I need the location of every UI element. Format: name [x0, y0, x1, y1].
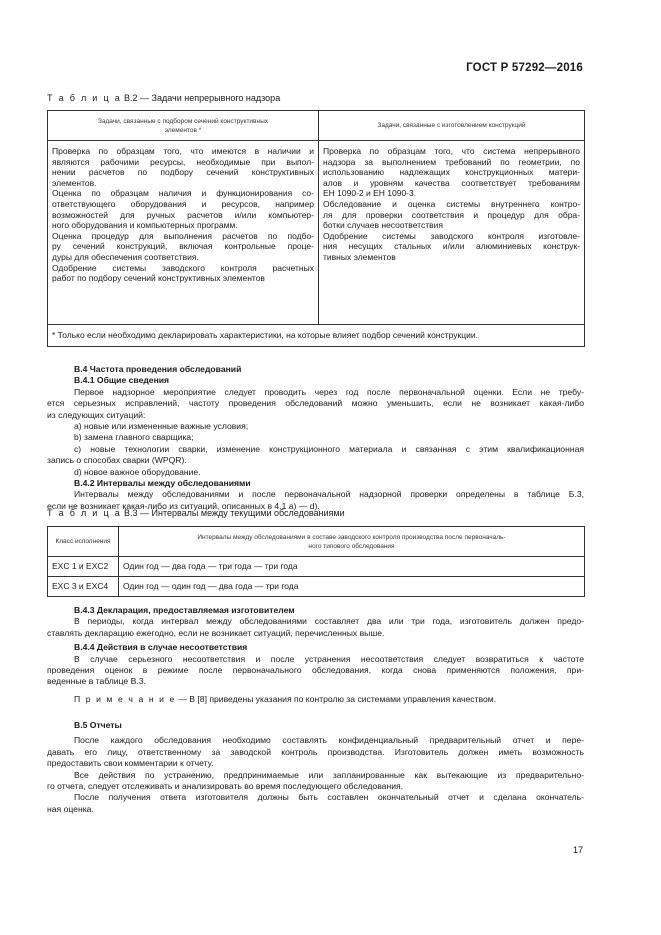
table-b2-cell-fabrication: Проверка по образцам того, что система непрерывного надзора за выполнением требований по геометрии, по использованию надлежащих конструкционных матери- алов и уровням качества соответствует требованиям ЕН 1090-2 и ЕН 1090-3. Обследование и оценка системы внутреннего контро- ля для проверки соответствия и процедур для обра- ботки случаев несоответствия Одобрение системы заводского контроля изготовле- ния несущих стальных и/или алюминиевых конструк- тивных элементов [319, 141, 585, 325]
page-number: 17 [572, 845, 583, 855]
table-b3-class-cell: EXC 1 и EXC2 [48, 557, 119, 577]
section-b43-title: В.4.3 Декларация, предоставляемая изготовителем [74, 605, 295, 615]
section-b4-title: В.4 Частота проведения обследований [74, 364, 242, 374]
table-row [48, 577, 585, 597]
note-text: — В [8] приведены указания по контролю за системами управления качеством. [178, 693, 497, 704]
table-b2-footnote: * Только если необходимо декларировать характеристики, на которые влияет подбор сечений конструкции. [48, 325, 585, 347]
table-b2-col1-header: Задачи, связанные с подбором сечений конструктивных элементов * [48, 111, 319, 141]
table-b2-cell-design: Проверка по образцам того, что имеются в наличии и являются рабочими ресурсы, необходимые при выпол- нении расчетов по подбору сечений конструктивных элементов. Оценка по образцам наличия и функционирования со- ответствующего оборудования и ресурсов, например возможностей для ручных расчетов и/или компьютер- ного оборудования и компьютерных программ. Оценка процедур для выполнения расчетов по подбо- ру сечений конструкций, включая контрольные проце- дуры для обеспечения соответствия. Одобрение системы заводского контроля расчетных работ по подбору сечений конструктивных элементов [48, 141, 319, 325]
list-item-a: а) новые или измененные важные условия; [74, 421, 249, 432]
section-b44-title: В.4.4 Действия в случае несоответствия [74, 642, 248, 653]
table-b3-col1-header: Класс исполнения [48, 527, 119, 557]
note-prefix: П р и м е ч а н и е [74, 693, 176, 704]
table-b3-interval-cell: Один год — один год — два года — три года [119, 577, 585, 597]
table-b2-caption [47, 93, 280, 103]
section-b5: В.5 Отчеты После каждого обследования необходимо составлять конфиденциальный предварительный отчет и пере- давать его лицу, ответственному за заводской контроль производства. Изготовитель должен иметь возможность предоставить свои комментарии к отчету. Все действия по устранению, предпринимаемые или запланированные как вытекающие из предварительно- го отчета, следует отслеживать и анализировать во время последующего обследования. После получения ответа изготовителя должны быть составлен окончательный отчет и сделана окончатель- ная оценка. [47, 720, 584, 814]
table-b3 [47, 526, 585, 597]
table-b2 [47, 110, 585, 347]
list-item-c: с) новые технологии сварки, изменение конструкционного материала и связанная с этим квалификационная [74, 443, 584, 454]
table-b3-caption [47, 508, 345, 518]
list-item-b: b) замена главного сварщика; [74, 432, 194, 443]
table-b2-col2-header: Задачи, связанные с изготовлением конструкций [319, 111, 585, 141]
table-caption-text: В.2 — Задачи непрерывного надзора [124, 93, 281, 103]
section-b5-title: В.5 Отчеты [74, 720, 122, 730]
section-b4: В.4 Частота проведения обследований В.4.1 Общие сведения Первое надзорное мероприятие следует проводить через год после первоначальной оценки. Если не требу- ется серьезных исправлений, частоту проведения обследований можно уменьшить, если не возникает какая-либо из следующих ситуаций: а) новые или измененные важные условия; b) замена главного сварщика; с) новые технологии сварки, изменение конструкционного материала и связанная с этим квалификационная запись о способах сварки (WPQR). d) новое важное оборудование. В.4.2 Интервалы между обследованиями Интервалы между обследованиями и после первоначальной надзорной проверки определены в таблице Б.3, если не возникает какая-либо из ситуаций, описанных в 4.1 а) — d). [47, 364, 584, 511]
note [47, 694, 584, 705]
table-b3-interval-cell: Один год — два года — три года — три года [119, 557, 585, 577]
table-caption-prefix: Т а б л и ц а [47, 508, 122, 518]
table-b3-class-cell: EXC 3 и EXC4 [48, 577, 119, 597]
table-row [48, 557, 585, 577]
document-code: ГОСТ Р 57292—2016 [466, 62, 583, 74]
table-b3-col2-header: Интервалы между обследованиями в составе заводского контроля производства после первоначаль- ного типового обследования [119, 527, 585, 557]
table-caption-prefix: Т а б л и ц а [47, 93, 122, 103]
section-b41-title: В.4.1 Общие сведения [74, 375, 170, 386]
list-item-d: d) новое важное оборудование. [74, 466, 201, 477]
section-b43-b44: В.4.3 Декларация, предоставляемая изготовителем В периоды, когда интервал между обследованиями составляет два или три года, изготовитель должен предо- ставлять декларацию ежегодно, если не возникает ситуаций, перечисленных выше. В.4.4 Действия в случае несоответствия В случае серьезного несоответствия и после устранения несоответствия следует возвратиться к частоте проведения оценок в режиме после первоначального обследования, когда снова применяются положения, при- веденные в таблице В.3. П р и м е ч а н и е — В [8] приведены указания по контролю за системами управления качеством. [47, 605, 584, 704]
table-caption-text: В.3 — Интервалы между текущими обследованиями [124, 508, 345, 518]
section-b42-title: В.4.2 Интервалы между обследованиями [74, 478, 251, 489]
